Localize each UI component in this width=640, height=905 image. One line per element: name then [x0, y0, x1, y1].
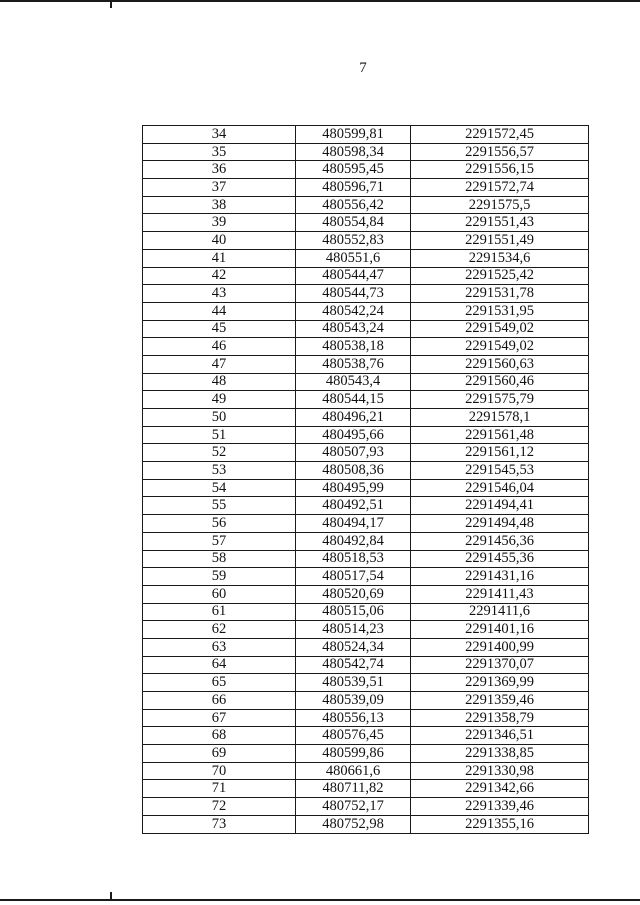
table-row: [143, 302, 589, 320]
coordinate-x-cell: 480554,84: [296, 214, 411, 232]
table-row: [143, 568, 589, 586]
table-row: [143, 727, 589, 745]
point-number-cell: 59: [143, 568, 296, 586]
coordinate-y-cell: 2291531,95: [411, 302, 589, 320]
table-row: [143, 320, 589, 338]
point-number-cell: 52: [143, 444, 296, 462]
coordinate-y-cell: 2291525,42: [411, 267, 589, 285]
coordinate-y-cell: 2291401,16: [411, 621, 589, 639]
coordinate-y-cell: 2291572,45: [411, 126, 589, 144]
coordinate-x-cell: 480539,51: [296, 674, 411, 692]
coordinate-y-cell: 2291556,57: [411, 143, 589, 161]
table-row: [143, 373, 589, 391]
point-number-cell: 68: [143, 727, 296, 745]
point-number-cell: 58: [143, 550, 296, 568]
coordinate-x-cell: 480711,82: [296, 780, 411, 798]
coordinate-x-cell: 480542,24: [296, 302, 411, 320]
coordinate-y-cell: 2291456,36: [411, 532, 589, 550]
table-row: [143, 444, 589, 462]
coordinate-y-cell: 2291411,6: [411, 603, 589, 621]
coordinate-x-cell: 480661,6: [296, 762, 411, 780]
table-row: [143, 232, 589, 250]
table-row: [143, 638, 589, 656]
coordinate-y-cell: 2291358,79: [411, 709, 589, 727]
coordinate-y-cell: 2291546,04: [411, 479, 589, 497]
point-number-cell: 42: [143, 267, 296, 285]
coordinate-x-cell: 480595,45: [296, 161, 411, 179]
coordinate-y-cell: 2291494,48: [411, 515, 589, 533]
coordinate-x-cell: 480515,06: [296, 603, 411, 621]
coordinate-x-cell: 480596,71: [296, 179, 411, 197]
coordinate-y-cell: 2291431,16: [411, 568, 589, 586]
point-number-cell: 69: [143, 745, 296, 763]
coordinate-y-cell: 2291560,63: [411, 355, 589, 373]
table-row: [143, 179, 589, 197]
coordinate-y-cell: 2291561,12: [411, 444, 589, 462]
table-row: [143, 479, 589, 497]
point-number-cell: 36: [143, 161, 296, 179]
coordinate-x-cell: 480496,21: [296, 409, 411, 427]
coordinate-x-cell: 480492,84: [296, 532, 411, 550]
table-row: [143, 426, 589, 444]
coordinate-y-cell: 2291342,66: [411, 780, 589, 798]
point-number-cell: 72: [143, 798, 296, 816]
coordinate-x-cell: 480599,86: [296, 745, 411, 763]
point-number-cell: 70: [143, 762, 296, 780]
coordinate-y-cell: 2291339,46: [411, 798, 589, 816]
point-number-cell: 46: [143, 338, 296, 356]
coordinate-x-cell: 480543,4: [296, 373, 411, 391]
point-number-cell: 62: [143, 621, 296, 639]
coordinate-x-cell: 480495,66: [296, 426, 411, 444]
table-row: [143, 515, 589, 533]
point-number-cell: 67: [143, 709, 296, 727]
point-number-cell: 71: [143, 780, 296, 798]
coordinate-x-cell: 480544,15: [296, 391, 411, 409]
table-row: [143, 621, 589, 639]
point-number-cell: 38: [143, 196, 296, 214]
coordinate-x-cell: 480492,51: [296, 497, 411, 515]
point-number-cell: 34: [143, 126, 296, 144]
coordinate-x-cell: 480524,34: [296, 638, 411, 656]
coordinate-y-cell: 2291575,5: [411, 196, 589, 214]
coordinate-y-cell: 2291549,02: [411, 338, 589, 356]
point-number-cell: 55: [143, 497, 296, 515]
coordinates-table-body: [143, 126, 589, 834]
table-row: [143, 550, 589, 568]
table-row: [143, 355, 589, 373]
table-row: [143, 798, 589, 816]
point-number-cell: 37: [143, 179, 296, 197]
coordinate-y-cell: 2291400,99: [411, 638, 589, 656]
coordinate-x-cell: 480544,47: [296, 267, 411, 285]
coordinates-table: [142, 125, 589, 834]
point-number-cell: 50: [143, 409, 296, 427]
table-row: [143, 214, 589, 232]
coordinate-y-cell: 2291545,53: [411, 462, 589, 480]
point-number-cell: 35: [143, 143, 296, 161]
table-row: [143, 409, 589, 427]
point-number-cell: 40: [143, 232, 296, 250]
table-row: [143, 249, 589, 267]
coordinate-y-cell: 2291575,79: [411, 391, 589, 409]
table-row: [143, 674, 589, 692]
table-row: [143, 497, 589, 515]
table-row: [143, 196, 589, 214]
coordinate-x-cell: 480544,73: [296, 285, 411, 303]
table-row: [143, 692, 589, 710]
point-number-cell: 65: [143, 674, 296, 692]
table-row: [143, 126, 589, 144]
coordinate-x-cell: 480517,54: [296, 568, 411, 586]
scan-edge-bottom: [0, 899, 640, 901]
table-row: [143, 780, 589, 798]
coordinate-x-cell: 480520,69: [296, 585, 411, 603]
table-row: [143, 285, 589, 303]
point-number-cell: 49: [143, 391, 296, 409]
point-number-cell: 51: [143, 426, 296, 444]
coordinate-y-cell: 2291531,78: [411, 285, 589, 303]
coordinate-y-cell: 2291578,1: [411, 409, 589, 427]
table-row: [143, 815, 589, 833]
point-number-cell: 60: [143, 585, 296, 603]
coordinate-x-cell: 480507,93: [296, 444, 411, 462]
point-number-cell: 41: [143, 249, 296, 267]
table-row: [143, 762, 589, 780]
point-number-cell: 56: [143, 515, 296, 533]
coordinate-x-cell: 480538,18: [296, 338, 411, 356]
point-number-cell: 54: [143, 479, 296, 497]
point-number-cell: 44: [143, 302, 296, 320]
coordinate-x-cell: 480518,53: [296, 550, 411, 568]
coordinate-x-cell: 480539,09: [296, 692, 411, 710]
point-number-cell: 48: [143, 373, 296, 391]
table-row: [143, 143, 589, 161]
table-row: [143, 462, 589, 480]
coordinate-y-cell: 2291551,49: [411, 232, 589, 250]
coordinate-x-cell: 480543,24: [296, 320, 411, 338]
coordinate-y-cell: 2291411,43: [411, 585, 589, 603]
coordinate-x-cell: 480552,83: [296, 232, 411, 250]
coordinate-y-cell: 2291330,98: [411, 762, 589, 780]
point-number-cell: 57: [143, 532, 296, 550]
table-row: [143, 161, 589, 179]
coordinate-x-cell: 480599,81: [296, 126, 411, 144]
table-row: [143, 391, 589, 409]
table-row: [143, 338, 589, 356]
coordinate-x-cell: 480752,17: [296, 798, 411, 816]
coordinate-x-cell: 480556,42: [296, 196, 411, 214]
coordinate-x-cell: 480495,99: [296, 479, 411, 497]
coordinate-x-cell: 480551,6: [296, 249, 411, 267]
point-number-cell: 64: [143, 656, 296, 674]
coordinate-x-cell: 480538,76: [296, 355, 411, 373]
coordinate-y-cell: 2291370,07: [411, 656, 589, 674]
coordinate-x-cell: 480514,23: [296, 621, 411, 639]
point-number-cell: 73: [143, 815, 296, 833]
coordinate-y-cell: 2291494,41: [411, 497, 589, 515]
table-row: [143, 656, 589, 674]
point-number-cell: 63: [143, 638, 296, 656]
coordinate-y-cell: 2291369,99: [411, 674, 589, 692]
table-row: [143, 532, 589, 550]
table-row: [143, 585, 589, 603]
coordinate-x-cell: 480508,36: [296, 462, 411, 480]
point-number-cell: 61: [143, 603, 296, 621]
scan-edge-top: [0, 0, 640, 2]
table-row: [143, 267, 589, 285]
coordinate-y-cell: 2291556,15: [411, 161, 589, 179]
point-number-cell: 39: [143, 214, 296, 232]
page-number: 7: [359, 60, 367, 76]
coordinate-y-cell: 2291338,85: [411, 745, 589, 763]
scan-edge-top-mark: [110, 0, 112, 8]
coordinate-x-cell: 480576,45: [296, 727, 411, 745]
point-number-cell: 45: [143, 320, 296, 338]
coordinate-y-cell: 2291346,51: [411, 727, 589, 745]
coordinate-x-cell: 480556,13: [296, 709, 411, 727]
coordinate-y-cell: 2291572,74: [411, 179, 589, 197]
point-number-cell: 66: [143, 692, 296, 710]
coordinate-y-cell: 2291455,36: [411, 550, 589, 568]
point-number-cell: 53: [143, 462, 296, 480]
coordinate-y-cell: 2291355,16: [411, 815, 589, 833]
point-number-cell: 47: [143, 355, 296, 373]
coordinate-y-cell: 2291561,48: [411, 426, 589, 444]
table-row: [143, 603, 589, 621]
coordinate-x-cell: 480494,17: [296, 515, 411, 533]
scan-edge-bottom-mark: [110, 892, 112, 901]
coordinate-y-cell: 2291551,43: [411, 214, 589, 232]
table-row: [143, 745, 589, 763]
coordinate-x-cell: 480752,98: [296, 815, 411, 833]
table-row: [143, 709, 589, 727]
coordinate-y-cell: 2291560,46: [411, 373, 589, 391]
coordinate-y-cell: 2291534,6: [411, 249, 589, 267]
coordinate-x-cell: 480598,34: [296, 143, 411, 161]
coordinate-x-cell: 480542,74: [296, 656, 411, 674]
coordinate-y-cell: 2291549,02: [411, 320, 589, 338]
coordinate-y-cell: 2291359,46: [411, 692, 589, 710]
point-number-cell: 43: [143, 285, 296, 303]
